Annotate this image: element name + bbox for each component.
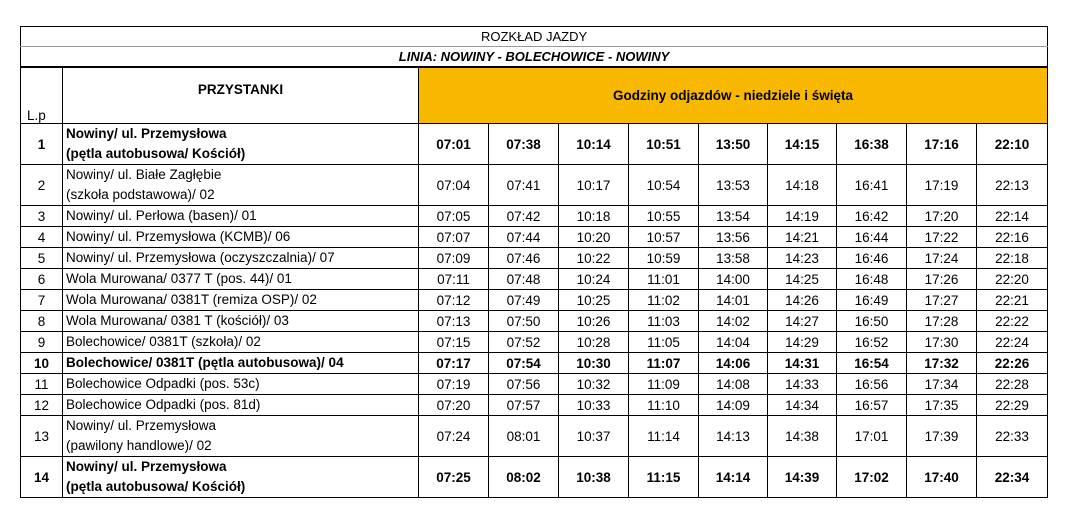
departure-time: 14:39	[768, 457, 837, 498]
stop-name-line2: (pętla autobusowa/ Kościół)	[66, 479, 246, 494]
departure-time: 22:13	[977, 165, 1048, 206]
departure-time: 10:20	[559, 227, 629, 248]
table-row	[21, 416, 1048, 457]
stop-name-line1: Bolechowice Odpadki (pos. 53c)	[66, 376, 260, 391]
departure-time: 10:14	[559, 124, 629, 165]
stop-name-line1: Wola Murowana/ 0381 T (kościół)/ 03	[66, 313, 289, 328]
table-row	[21, 311, 1048, 332]
departure-time: 14:29	[768, 332, 837, 353]
departure-time: 22:16	[977, 227, 1048, 248]
departure-time: 22:24	[977, 332, 1048, 353]
departure-time: 07:19	[419, 374, 489, 395]
departure-time: 22:33	[977, 416, 1048, 457]
departure-time: 13:58	[699, 248, 768, 269]
stop-name-line1: Nowiny/ ul. Perłowa (basen)/ 01	[66, 208, 257, 223]
table-row	[21, 206, 1048, 227]
departure-time: 14:34	[768, 395, 837, 416]
departure-time: 07:15	[419, 332, 489, 353]
departure-time: 14:25	[768, 269, 837, 290]
departure-time: 14:31	[768, 353, 837, 374]
stop-name	[63, 248, 419, 269]
departure-time: 14:04	[699, 332, 768, 353]
departure-time: 07:13	[419, 311, 489, 332]
table-row	[21, 290, 1048, 311]
departure-time: 11:07	[629, 353, 699, 374]
row-number: 13	[21, 416, 63, 457]
stop-name-line1: Nowiny/ ul. Przemysłowa (KCMB)/ 06	[66, 229, 291, 244]
departure-time: 14:38	[768, 416, 837, 457]
departure-time: 17:34	[907, 374, 977, 395]
departure-time: 08:01	[489, 416, 559, 457]
table-row	[21, 353, 1048, 374]
departure-time: 07:48	[489, 269, 559, 290]
stop-name	[63, 227, 419, 248]
row-number: 6	[21, 269, 63, 290]
departure-time: 22:28	[977, 374, 1048, 395]
departure-time: 08:02	[489, 457, 559, 498]
departure-time: 10:54	[629, 165, 699, 206]
stop-name	[63, 353, 419, 374]
table-row	[21, 332, 1048, 353]
departure-time: 14:09	[699, 395, 768, 416]
departure-time: 14:19	[768, 206, 837, 227]
departure-time: 17:32	[907, 353, 977, 374]
row-number: 3	[21, 206, 63, 227]
timetable-title: ROZKŁAD JAZDY	[21, 27, 1048, 47]
stop-name	[63, 290, 419, 311]
stop-name-line2: (pawilony handlowe)/ 02	[66, 438, 212, 453]
stop-name	[63, 206, 419, 227]
departure-time: 10:32	[559, 374, 629, 395]
departure-time: 07:41	[489, 165, 559, 206]
row-number: 9	[21, 332, 63, 353]
departure-time: 11:02	[629, 290, 699, 311]
departure-time: 16:56	[837, 374, 907, 395]
departure-time: 14:18	[768, 165, 837, 206]
departure-time: 14:13	[699, 416, 768, 457]
departure-time: 10:26	[559, 311, 629, 332]
departure-time: 07:25	[419, 457, 489, 498]
departure-time: 11:14	[629, 416, 699, 457]
stop-name	[63, 374, 419, 395]
stop-name-line1: Bolechowice Odpadki (pos. 81d)	[66, 397, 261, 412]
departure-time: 16:42	[837, 206, 907, 227]
departure-time: 07:50	[489, 311, 559, 332]
row-number: 12	[21, 395, 63, 416]
departure-time: 10:57	[629, 227, 699, 248]
stop-name	[63, 395, 419, 416]
departure-time: 07:11	[419, 269, 489, 290]
departure-time: 17:27	[907, 290, 977, 311]
departure-time: 14:27	[768, 311, 837, 332]
departure-time: 22:34	[977, 457, 1048, 498]
departure-time: 11:15	[629, 457, 699, 498]
departure-time: 16:46	[837, 248, 907, 269]
departure-time: 17:19	[907, 165, 977, 206]
line-name: LINIA: NOWINY - BOLECHOWICE - NOWINY	[21, 47, 1048, 68]
table-row	[21, 374, 1048, 395]
departure-time: 14:01	[699, 290, 768, 311]
departure-time: 22:26	[977, 353, 1048, 374]
stop-name-line1: Nowiny/ ul. Przemysłowa	[66, 418, 217, 433]
departure-time: 07:56	[489, 374, 559, 395]
departure-time: 07:12	[419, 290, 489, 311]
row-number: 8	[21, 311, 63, 332]
departure-time: 14:23	[768, 248, 837, 269]
departure-time: 17:28	[907, 311, 977, 332]
departure-time: 07:09	[419, 248, 489, 269]
stop-name-line1: Wola Murowana/ 0377 T (pos. 44)/ 01	[66, 271, 292, 286]
departure-time: 14:00	[699, 269, 768, 290]
departure-time: 17:30	[907, 332, 977, 353]
table-row	[21, 269, 1048, 290]
departure-time: 17:02	[837, 457, 907, 498]
departure-time: 07:24	[419, 416, 489, 457]
header-lp: L.p	[21, 67, 63, 124]
departure-time: 07:01	[419, 124, 489, 165]
departure-time: 10:37	[559, 416, 629, 457]
departure-time: 10:55	[629, 206, 699, 227]
departure-time: 07:04	[419, 165, 489, 206]
departure-time: 16:57	[837, 395, 907, 416]
stop-name	[63, 165, 419, 206]
departure-time: 16:48	[837, 269, 907, 290]
departure-time: 14:21	[768, 227, 837, 248]
departure-time: 14:08	[699, 374, 768, 395]
departure-time: 10:28	[559, 332, 629, 353]
stop-name	[63, 311, 419, 332]
stop-name-line2: (pętla autobusowa/ Kościół)	[66, 146, 246, 161]
departure-time: 10:38	[559, 457, 629, 498]
departure-time: 07:42	[489, 206, 559, 227]
header-stops: PRZYSTANKI	[63, 67, 419, 124]
departure-time: 14:02	[699, 311, 768, 332]
departure-time: 07:52	[489, 332, 559, 353]
departure-time: 16:38	[837, 124, 907, 165]
departure-time: 16:52	[837, 332, 907, 353]
departure-time: 16:50	[837, 311, 907, 332]
departure-time: 11:05	[629, 332, 699, 353]
departure-time: 16:54	[837, 353, 907, 374]
timetable-body	[21, 124, 1048, 498]
departure-time: 07:17	[419, 353, 489, 374]
departure-time: 11:03	[629, 311, 699, 332]
stop-name-line1: Wola Murowana/ 0381T (remiza OSP)/ 02	[66, 292, 317, 307]
stop-name	[63, 124, 419, 165]
departure-time: 10:24	[559, 269, 629, 290]
departure-time: 17:24	[907, 248, 977, 269]
stop-name-line1: Nowiny/ ul. Przemysłowa (oczyszczalnia)/ 07	[66, 250, 335, 265]
departure-time: 10:22	[559, 248, 629, 269]
departure-time: 17:16	[907, 124, 977, 165]
departure-time: 22:14	[977, 206, 1048, 227]
departure-time: 16:41	[837, 165, 907, 206]
departure-time: 07:20	[419, 395, 489, 416]
stop-name	[63, 457, 419, 498]
departure-time: 13:56	[699, 227, 768, 248]
departure-time: 13:54	[699, 206, 768, 227]
stop-name-line1: Nowiny/ ul. Przemysłowa	[66, 126, 227, 141]
table-row	[21, 227, 1048, 248]
departure-time: 10:25	[559, 290, 629, 311]
stop-name	[63, 269, 419, 290]
row-number: 5	[21, 248, 63, 269]
departure-time: 10:51	[629, 124, 699, 165]
departure-time: 10:18	[559, 206, 629, 227]
row-number: 4	[21, 227, 63, 248]
departure-time: 17:01	[837, 416, 907, 457]
departure-time: 07:05	[419, 206, 489, 227]
departure-time: 07:57	[489, 395, 559, 416]
stop-name-line1: Nowiny/ ul. Przemysłowa	[66, 459, 227, 474]
departure-time: 14:26	[768, 290, 837, 311]
departure-time: 10:33	[559, 395, 629, 416]
table-row	[21, 124, 1048, 165]
departure-time: 10:17	[559, 165, 629, 206]
departure-time: 07:44	[489, 227, 559, 248]
row-number: 1	[21, 124, 63, 165]
departure-time: 10:30	[559, 353, 629, 374]
departure-time: 07:07	[419, 227, 489, 248]
departure-time: 14:14	[699, 457, 768, 498]
table-row	[21, 395, 1048, 416]
stop-name-line2: (szkoła podstawowa)/ 02	[66, 187, 215, 202]
stop-name	[63, 416, 419, 457]
stop-name	[63, 332, 419, 353]
row-number: 2	[21, 165, 63, 206]
departure-time: 14:15	[768, 124, 837, 165]
departure-time: 17:39	[907, 416, 977, 457]
stop-name-line1: Nowiny/ ul. Białe Zagłębie	[66, 167, 222, 182]
departure-time: 14:33	[768, 374, 837, 395]
row-number: 11	[21, 374, 63, 395]
departure-time: 17:22	[907, 227, 977, 248]
stop-name-line1: Bolechowice/ 0381T (pętla autobusowa)/ 04	[66, 355, 344, 370]
departure-time: 16:49	[837, 290, 907, 311]
row-number: 10	[21, 353, 63, 374]
departure-time: 17:26	[907, 269, 977, 290]
departure-time: 22:20	[977, 269, 1048, 290]
departure-time: 14:06	[699, 353, 768, 374]
stop-name-line1: Bolechowice/ 0381T (szkoła)/ 02	[66, 334, 261, 349]
departure-time: 17:20	[907, 206, 977, 227]
departure-time: 11:01	[629, 269, 699, 290]
departure-time: 07:38	[489, 124, 559, 165]
departure-time: 16:44	[837, 227, 907, 248]
departure-time: 13:53	[699, 165, 768, 206]
departure-time: 22:21	[977, 290, 1048, 311]
departure-time: 13:50	[699, 124, 768, 165]
departure-time: 11:10	[629, 395, 699, 416]
departure-time: 22:10	[977, 124, 1048, 165]
timetable	[20, 26, 1048, 498]
table-row	[21, 165, 1048, 206]
departure-time: 22:29	[977, 395, 1048, 416]
row-number: 14	[21, 457, 63, 498]
departure-time: 07:49	[489, 290, 559, 311]
departure-time: 17:40	[907, 457, 977, 498]
departure-time: 11:09	[629, 374, 699, 395]
table-row	[21, 248, 1048, 269]
row-number: 7	[21, 290, 63, 311]
departure-time: 17:35	[907, 395, 977, 416]
table-row	[21, 457, 1048, 498]
header-departure-times: Godziny odjazdów - niedziele i święta	[419, 67, 1048, 124]
departure-time: 10:59	[629, 248, 699, 269]
departure-time: 07:46	[489, 248, 559, 269]
departure-time: 07:54	[489, 353, 559, 374]
departure-time: 22:18	[977, 248, 1048, 269]
departure-time: 22:22	[977, 311, 1048, 332]
